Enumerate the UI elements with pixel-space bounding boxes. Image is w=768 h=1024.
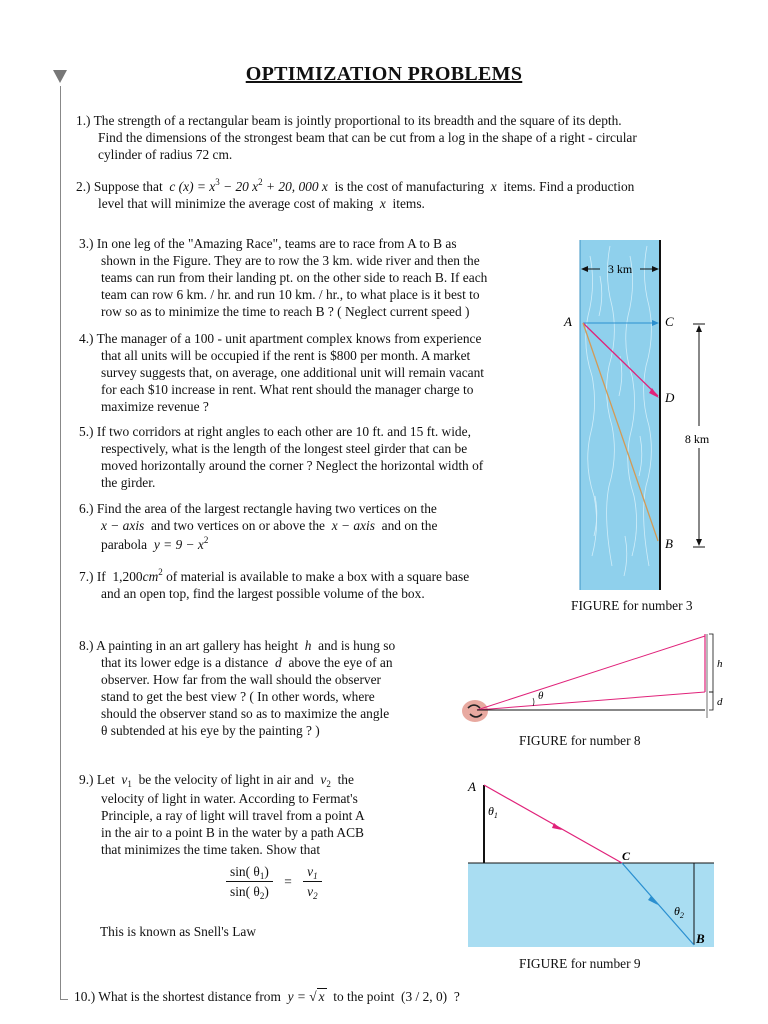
problem-8-line-3: observer. How far from the wall should the observer bbox=[101, 672, 382, 687]
snell-rhs-fraction bbox=[303, 863, 321, 900]
sight-line-bottom bbox=[477, 692, 705, 710]
figure-3-caption: FIGURE for number 3 bbox=[571, 598, 693, 613]
point-a-label: A bbox=[564, 314, 572, 329]
problem-6-line-2-end: and on the bbox=[381, 518, 438, 533]
problem-7 bbox=[79, 568, 559, 602]
problem-8-d: d bbox=[275, 655, 282, 670]
snell-v1: v bbox=[307, 864, 314, 879]
problem-5-line-3: moved horizontally around the corner ? Neglect the horizontal width of bbox=[101, 458, 484, 473]
problem-9-line-4: in the air to a point B in the water by a path ACB bbox=[101, 825, 364, 840]
point-a-label-fig9: A bbox=[468, 779, 476, 794]
problem-10-radicand: x bbox=[318, 989, 325, 1004]
problem-8-line-1 bbox=[79, 637, 459, 654]
margin-line bbox=[60, 86, 61, 1000]
snell-lhs-denominator bbox=[226, 882, 273, 900]
problem-7-line-1 bbox=[79, 568, 559, 585]
point-c-label-fig9: C bbox=[622, 849, 631, 863]
problem-6-line-2-mid: and two vertices on or above the bbox=[150, 518, 325, 533]
theta-2-sub: 2 bbox=[259, 891, 265, 901]
problem-6-parabola: y = 9 − x bbox=[153, 537, 204, 552]
problem-9-line-1 bbox=[79, 771, 439, 788]
problem-5-line-4: the girder. bbox=[101, 475, 156, 490]
observer-eye-icon bbox=[462, 700, 488, 722]
problem-9-line-1a: 9.) Let bbox=[79, 772, 115, 787]
snell-rhs-denominator bbox=[303, 882, 321, 900]
height-label: 8 km bbox=[684, 432, 710, 446]
snell-note: This is known as Snell's Law bbox=[100, 924, 257, 939]
snell-lhs-numerator bbox=[226, 863, 273, 882]
problem-1 bbox=[76, 112, 756, 163]
air-ray bbox=[484, 785, 622, 863]
problem-8-line-6: θ subtended at his eye by the painting ? ) bbox=[101, 723, 320, 738]
figure-8-caption: FIGURE for number 8 bbox=[519, 733, 641, 748]
problem-7-rest: of material is available to make a box with a square base bbox=[166, 569, 470, 584]
problem-6-axis-2: x − axis bbox=[331, 518, 375, 533]
problem-7-prefix: 7.) If bbox=[79, 569, 106, 584]
problem-7-sq: 2 bbox=[158, 567, 163, 577]
page-title: OPTIMIZATION PROBLEMS bbox=[245, 63, 523, 85]
problem-2-cube: 3 bbox=[215, 177, 220, 187]
height-arrow-down-icon bbox=[696, 539, 702, 546]
problem-2-x-2: x bbox=[379, 196, 386, 211]
problem-9-v2: v bbox=[320, 772, 327, 787]
point-b-label-fig9: B bbox=[696, 931, 705, 946]
problem-9-line-1c: the bbox=[337, 772, 354, 787]
snell-rhs-numerator bbox=[303, 863, 321, 882]
problem-8-line-5: should the observer stand so as to maximize the angle bbox=[101, 706, 390, 721]
theta-2-symbol: θ bbox=[674, 904, 680, 918]
snell-equation bbox=[226, 863, 322, 900]
sin-theta-1: sin( θ bbox=[230, 864, 260, 879]
problem-2-prefix: 2.) Suppose that bbox=[76, 179, 163, 194]
height-brace bbox=[709, 634, 713, 692]
snell-v2: v bbox=[307, 884, 314, 899]
problem-8-line-4: stand to get the best view ? ( In other words, where bbox=[101, 689, 375, 704]
d-label: d bbox=[717, 696, 723, 708]
problem-5 bbox=[79, 423, 559, 491]
problem-6-line-1: 6.) Find the area of the largest rectangle having two vertices on the bbox=[79, 501, 437, 516]
problem-9-line-3: Principle, a ray of light will travel from a point A bbox=[101, 808, 365, 823]
problem-3-line-2: shown in the Figure. They are to row the 3 km. wide river and then the bbox=[101, 253, 480, 268]
figure-3-river-diagram bbox=[555, 236, 725, 596]
problem-3-line-5: row so as to minimize the time to reach B ? ( Neglect current speed ) bbox=[101, 304, 470, 319]
problem-9-v1: v bbox=[121, 772, 128, 787]
problem-10-prefix: 10.) What is the shortest distance from bbox=[74, 989, 281, 1004]
problem-10-mid: to the point bbox=[333, 989, 395, 1004]
problem-1-line-1: 1.) The strength of a rectangular beam is jointly proportional to its breadth and the square of its depth. bbox=[76, 113, 622, 128]
problem-8-line-1a: 8.) A painting in an art gallery has height bbox=[79, 638, 299, 653]
problem-2-tail: + 20, 000 x bbox=[266, 179, 328, 194]
problem-8-h: h bbox=[304, 638, 312, 653]
distance-brace bbox=[709, 692, 713, 710]
problem-9 bbox=[79, 771, 439, 858]
problem-8 bbox=[79, 637, 459, 739]
problem-2-cost-fn: c (x) = x bbox=[169, 179, 216, 194]
point-c-label: C bbox=[665, 314, 674, 329]
theta-arc bbox=[533, 698, 534, 706]
problem-6 bbox=[79, 500, 559, 553]
problem-10-fn: y = bbox=[287, 989, 306, 1004]
problem-2 bbox=[76, 178, 756, 212]
problem-7-unit: cm bbox=[142, 569, 159, 584]
problem-10-point: (3 / 2, 0) bbox=[401, 989, 448, 1004]
sin-theta-1-close: ) bbox=[264, 864, 269, 879]
problem-2-line-2b: items. bbox=[392, 196, 425, 211]
figure-9-caption: FIGURE for number 9 bbox=[519, 956, 641, 971]
problem-4-line-3: survey suggests that, on average, one additional unit will remain vacant bbox=[101, 365, 485, 380]
snell-equals: = bbox=[284, 874, 292, 889]
sin-theta-2-close: ) bbox=[264, 884, 269, 899]
problem-1-line-3: cylinder of radius 72 cm. bbox=[98, 147, 233, 162]
problem-5-line-2: respectively, what is the length of the longest steel girder that can be bbox=[101, 441, 468, 456]
snell-v2-sub: 2 bbox=[313, 891, 318, 901]
problem-2-line-1 bbox=[76, 178, 756, 195]
problem-4 bbox=[79, 330, 559, 415]
problem-5-line-1: 5.) If two corridors at right angles to each other are 10 ft. and 15 ft. wide, bbox=[79, 424, 471, 439]
point-b-label: B bbox=[665, 536, 673, 551]
problem-6-axis: x − axis bbox=[101, 518, 145, 533]
theta-1-symbol: θ bbox=[488, 804, 494, 818]
problem-8-line-1b: and is hung so bbox=[318, 638, 396, 653]
problem-6-parabola-label: parabola bbox=[101, 537, 148, 552]
problem-4-line-2: that all units will be occupied if the rent is $800 per month. A market bbox=[101, 348, 471, 363]
h-label: h bbox=[717, 658, 723, 670]
problem-7-line-2: and an open top, find the largest possible volume of the box. bbox=[101, 586, 425, 601]
width-label: 3 km bbox=[607, 262, 633, 276]
problem-9-v1-sub: 1 bbox=[127, 779, 132, 789]
problem-3-line-4: team can row 6 km. / hr. and run 10 km. / hr., to what place is it best to bbox=[101, 287, 480, 302]
problem-9-line-2: velocity of light in water. According to Fermat's bbox=[101, 791, 358, 806]
problem-9-v2-sub: 2 bbox=[326, 779, 331, 789]
problem-6-line-2 bbox=[79, 517, 559, 534]
sqrt-icon: √ bbox=[309, 989, 317, 1004]
snell-v1-sub: 1 bbox=[313, 871, 318, 881]
theta-1-subscript: 1 bbox=[493, 811, 498, 820]
problem-9-line-1b: be the velocity of light in air and bbox=[138, 772, 314, 787]
sin-theta-2: sin( θ bbox=[230, 884, 260, 899]
problem-4-line-1: 4.) The manager of a 100 - unit apartment complex knows from experience bbox=[79, 331, 482, 346]
problem-3-line-1: 3.) In one leg of the "Amazing Race", teams are to race from A to B as bbox=[79, 236, 457, 251]
height-arrow-up-icon bbox=[696, 325, 702, 332]
problem-2-rest-2: items. Find a production bbox=[503, 179, 635, 194]
theta-1-sub: 1 bbox=[259, 871, 265, 881]
theta-2-subscript: 2 bbox=[679, 911, 684, 920]
problem-3 bbox=[79, 235, 559, 320]
point-d-label: D bbox=[665, 390, 675, 405]
figure-9-refraction-diagram bbox=[462, 775, 722, 950]
theta-label: θ bbox=[538, 690, 544, 702]
problem-10-end: ? bbox=[453, 989, 460, 1004]
problem-6-line-3 bbox=[79, 536, 559, 553]
problem-2-x: x bbox=[490, 179, 497, 194]
problem-1-line-2: Find the dimensions of the strongest beam that can be cut from a log in the shape of a right - circular bbox=[98, 130, 637, 145]
problem-4-line-4: for each $10 increase in rent. What rent should the manager charge to bbox=[101, 382, 474, 397]
problem-8-line-2b: above the eye of an bbox=[288, 655, 393, 670]
problem-2-rest-1: is the cost of manufacturing bbox=[334, 179, 485, 194]
problem-2-mid: − 20 x bbox=[223, 179, 259, 194]
problem-6-sq: 2 bbox=[203, 535, 209, 545]
problem-7-material: 1,200 bbox=[112, 569, 143, 584]
margin-foot-line bbox=[60, 999, 68, 1000]
problem-8-line-2 bbox=[79, 654, 459, 671]
problem-10 bbox=[74, 988, 674, 1005]
problem-2-line-2a: level that will minimize the average cost of making bbox=[98, 196, 374, 211]
figure-8-viewing-angle-diagram bbox=[455, 630, 735, 730]
problem-2-line-2 bbox=[76, 195, 756, 212]
problem-3-line-3: teams can run from their landing pt. on the other side to reach B. If each bbox=[101, 270, 488, 285]
problem-2-sq: 2 bbox=[258, 177, 263, 187]
snell-lhs-fraction bbox=[226, 863, 273, 900]
problem-8-line-2a: that its lower edge is a distance bbox=[101, 655, 269, 670]
theta-1-label bbox=[488, 804, 498, 820]
sight-line-top bbox=[477, 636, 705, 710]
problem-9-line-5: that minimizes the time taken. Show that bbox=[101, 842, 321, 857]
problem-4-line-5: maximize revenue ? bbox=[101, 399, 209, 414]
